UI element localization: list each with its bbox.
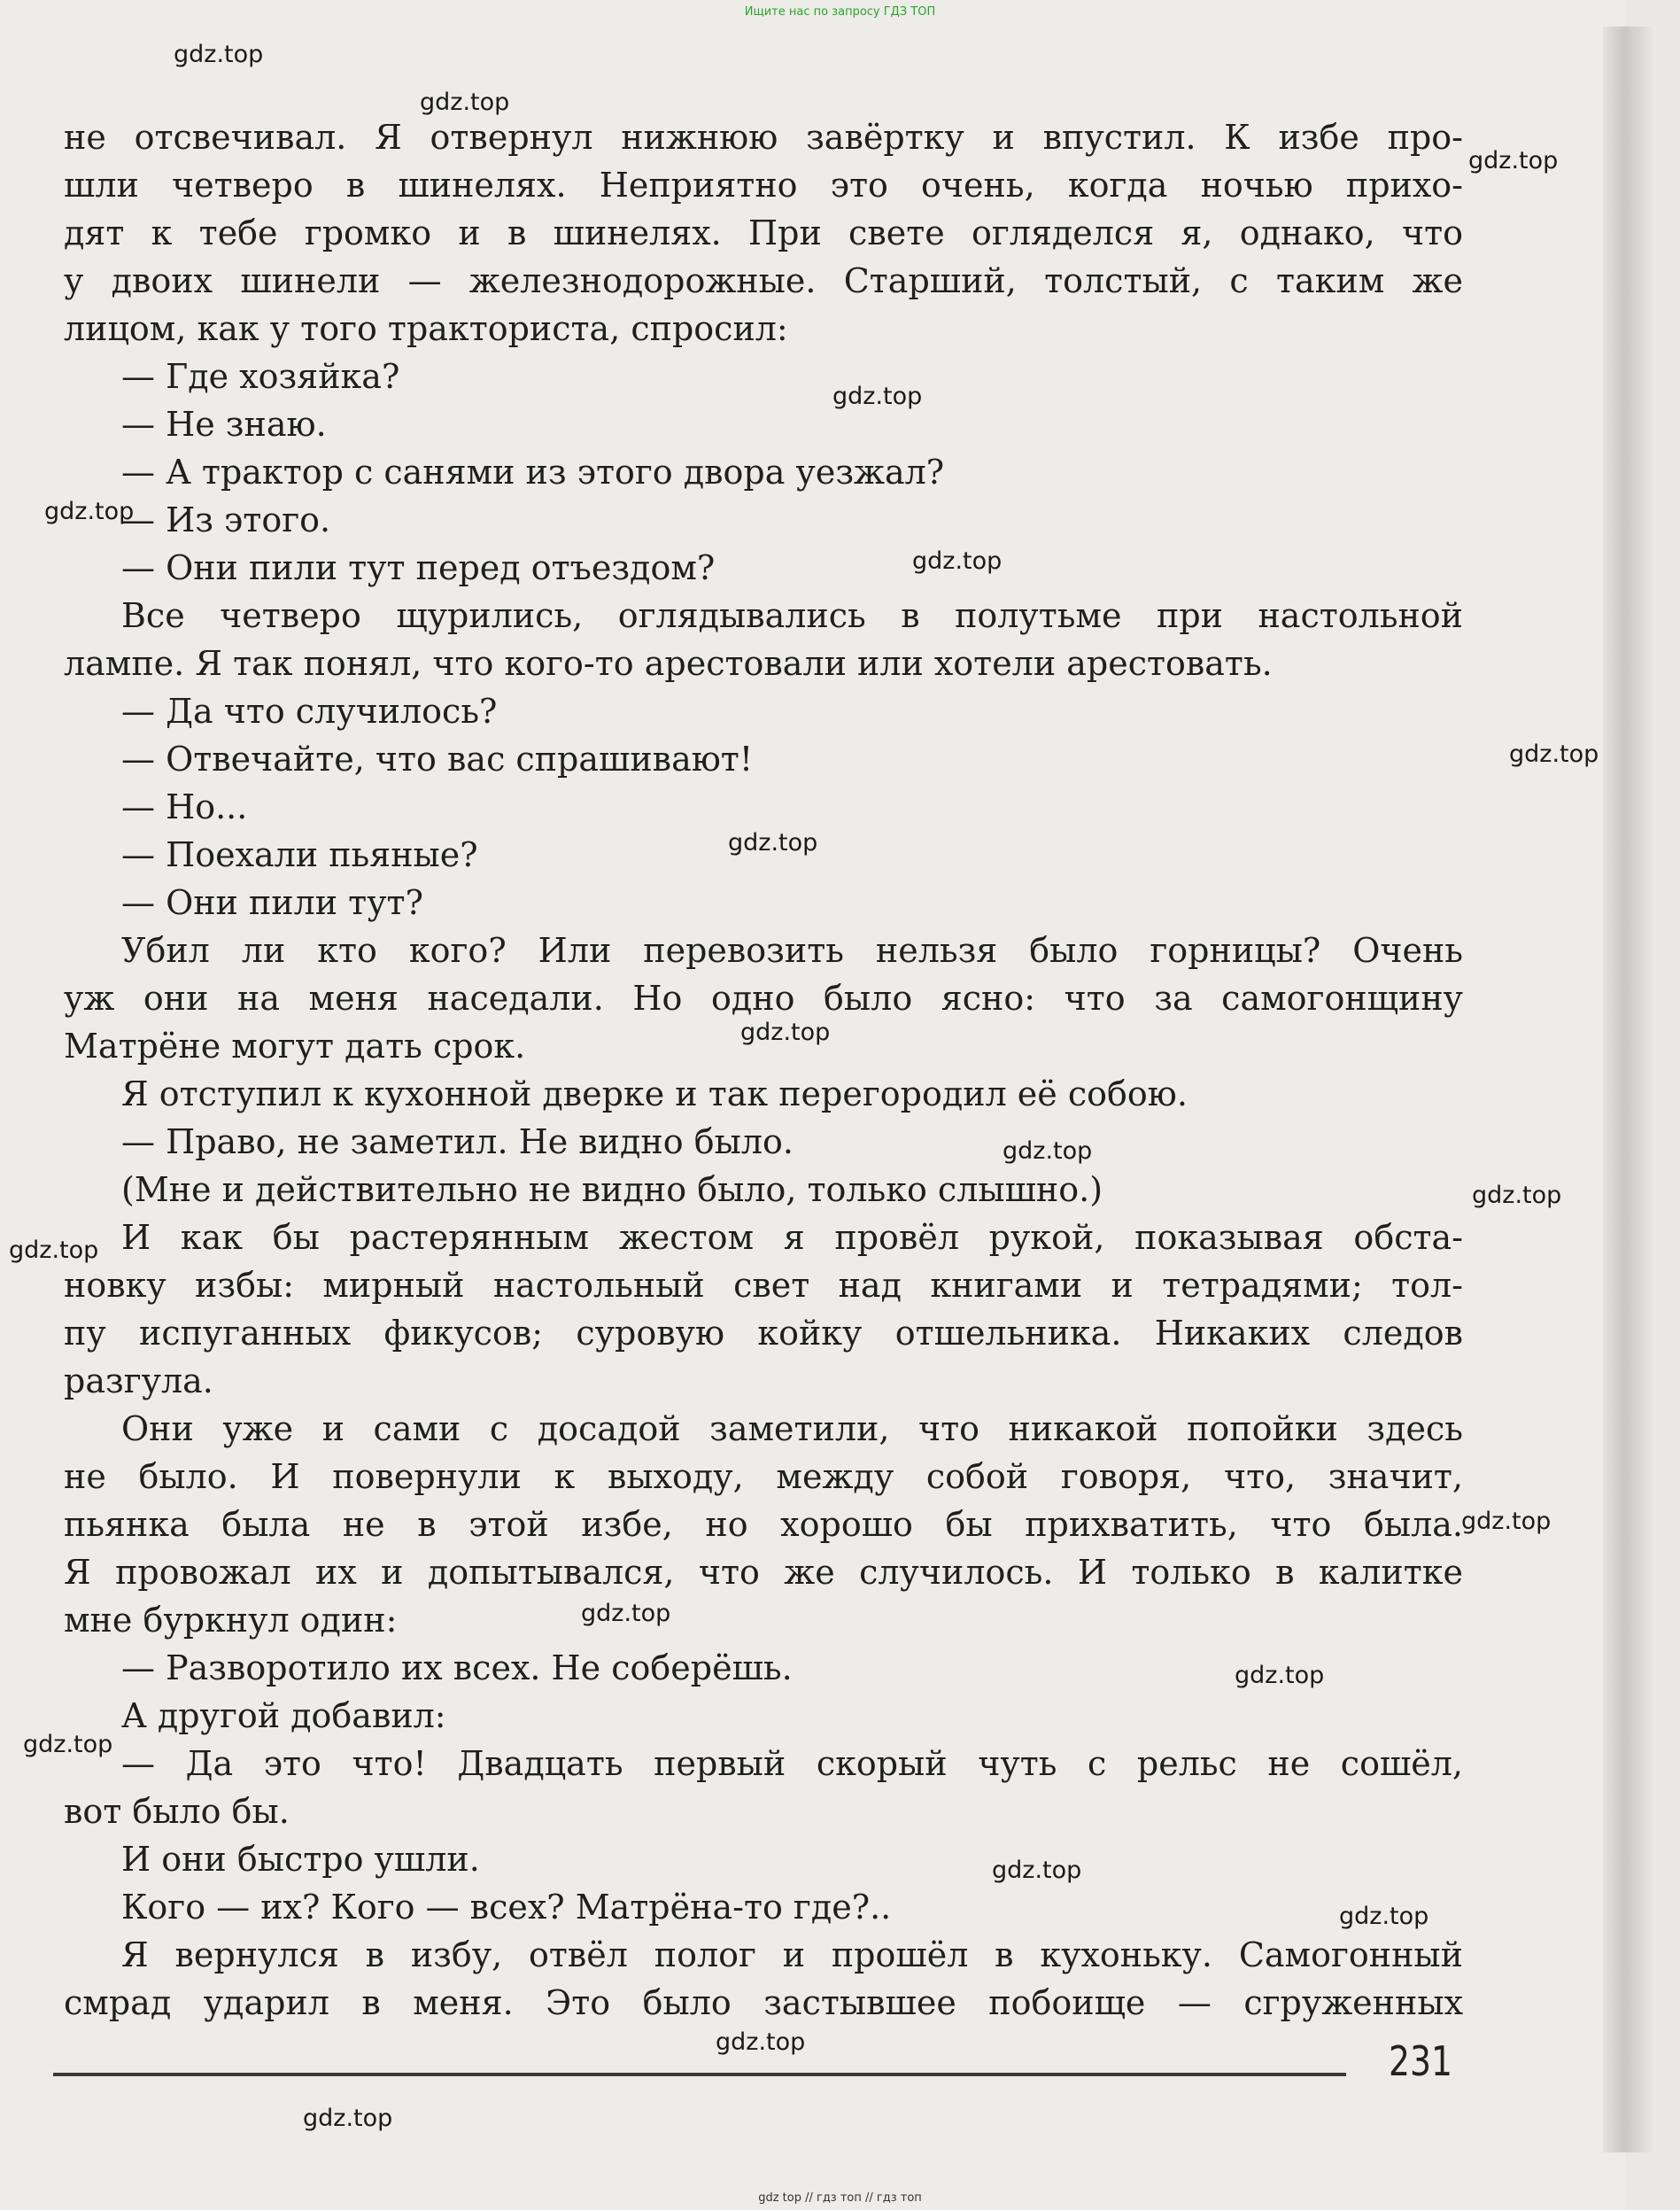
watermark: gdz.top bbox=[420, 89, 510, 116]
footer-rule bbox=[53, 2073, 1346, 2076]
watermark: gdz.top bbox=[992, 1857, 1082, 1884]
text-line: вот было бы. bbox=[64, 1792, 290, 1831]
watermark: gdz.top bbox=[174, 41, 264, 68]
watermark: gdz.top bbox=[1509, 741, 1599, 768]
text-line: — Не знаю. bbox=[121, 405, 327, 444]
text-line: шли четверо в шинелях. Неприятно это очень, когда ночью прихо- bbox=[64, 166, 1463, 205]
text-line: Я отступил к кухонной дверке и так перегородил её собою. bbox=[121, 1074, 1188, 1113]
text-line: — Разворотило их всех. Не соберёшь. bbox=[121, 1648, 793, 1687]
watermark: gdz.top bbox=[912, 547, 1003, 575]
text-line: не отсвечивал. Я отвернул нижнюю завёртку и впустил. К избе про- bbox=[64, 118, 1463, 157]
text-line: — Отвечайте, что вас спрашивают! bbox=[121, 740, 754, 779]
watermark: gdz.top bbox=[9, 1237, 99, 1264]
text-line: Я провожал их и допытывался, что же случилось. И только в калитке bbox=[64, 1553, 1463, 1592]
page-number: 231 bbox=[1389, 2037, 1453, 2085]
text-line: лицом, как у того тракториста, спросил: bbox=[64, 309, 788, 348]
watermark: gdz.top bbox=[1468, 147, 1559, 174]
text-line: — Из этого. bbox=[121, 500, 331, 539]
text-line: лампе. Я так понял, что кого-то арестовали или хотели арестовать. bbox=[64, 644, 1273, 683]
watermark: gdz.top bbox=[303, 2105, 393, 2132]
watermark: gdz.top bbox=[23, 1731, 113, 1758]
text-line: Кого — их? Кого — всех? Матрёна-то где?.. bbox=[121, 1888, 892, 1927]
text-line: — Да это что! Двадцать первый скорый чуть с рельс не сошёл, bbox=[121, 1744, 1463, 1783]
text-line: А другой добавил: bbox=[121, 1696, 446, 1735]
text-line: Матрёне могут дать срок. bbox=[64, 1027, 526, 1066]
watermark: gdz.top bbox=[832, 383, 923, 410]
text-line: пу испуганных фикусов; суровую койку отшельника. Никаких следов bbox=[64, 1314, 1463, 1353]
bottom-banner: gdz top // гдз топ // гдз топ bbox=[758, 2191, 922, 2205]
watermark: gdz.top bbox=[1235, 1662, 1325, 1689]
text-line: — Право, не заметил. Не видно было. bbox=[121, 1122, 794, 1161]
text-line: И как бы растерянным жестом я провёл рукой, показывая обста- bbox=[121, 1218, 1463, 1257]
text-line: Все четверо щурились, оглядывались в полутьме при настольной bbox=[121, 596, 1463, 635]
text-line: — Да что случилось? bbox=[121, 692, 498, 731]
text-line: уж они на меня наседали. Но одно было ясно: что за самогонщину bbox=[64, 979, 1463, 1018]
watermark: gdz.top bbox=[44, 498, 135, 525]
text-line: Они уже и сами с досадой заметили, что никакой попойки здесь bbox=[121, 1409, 1463, 1448]
watermark: gdz.top bbox=[1461, 1508, 1552, 1535]
text-line: у двоих шинели — железнодорожные. Старший, толстый, с таким же bbox=[64, 261, 1463, 300]
watermark: gdz.top bbox=[1339, 1903, 1429, 1930]
text-line: Я вернулся в избу, отвёл полог и прошёл в кухоньку. Самогонный bbox=[121, 1935, 1463, 1974]
watermark: gdz.top bbox=[1472, 1182, 1562, 1209]
top-banner-link[interactable]: Ищите нас по запросу ГДЗ ТОП bbox=[744, 5, 936, 19]
text-line: мне буркнул один: bbox=[64, 1601, 398, 1640]
page-gutter-shadow bbox=[1603, 27, 1656, 2152]
watermark: gdz.top bbox=[716, 2028, 806, 2056]
text-line: разгула. bbox=[64, 1361, 213, 1400]
watermark: gdz.top bbox=[1003, 1137, 1093, 1165]
text-line: (Мне и действительно не видно было, только слышно.) bbox=[121, 1170, 1103, 1209]
text-line: пьянка была не в этой избе, но хорошо бы прихватить, что была. bbox=[64, 1505, 1463, 1544]
text-line: смрад ударил в меня. Это было застывшее побоище — сгруженных bbox=[64, 1983, 1463, 2022]
text-line: новку избы: мирный настольный свет над книгами и тетрадями; тол- bbox=[64, 1266, 1463, 1305]
text-line: — Поехали пьяные? bbox=[121, 835, 478, 874]
page-body-text bbox=[64, 113, 1463, 2027]
watermark: gdz.top bbox=[740, 1019, 831, 1046]
text-line: И они быстро ушли. bbox=[121, 1840, 480, 1879]
text-line: — Но... bbox=[121, 787, 248, 826]
text-line: не было. И повернули к выходу, между собой говоря, что, значит, bbox=[64, 1457, 1463, 1496]
text-line: — Они пили тут перед отъездом? bbox=[121, 548, 716, 587]
watermark: gdz.top bbox=[581, 1600, 671, 1627]
text-line: — Где хозяйка? bbox=[121, 357, 400, 396]
text-line: — Они пили тут? bbox=[121, 883, 423, 922]
watermark: gdz.top bbox=[728, 829, 818, 857]
text-line: дят к тебе громко и в шинелях. При свете огляделся я, однако, что bbox=[64, 213, 1463, 252]
text-line: Убил ли кто кого? Или перевозить нельзя было горницы? Очень bbox=[121, 931, 1463, 970]
text-line: — А трактор с санями из этого двора уезжал? bbox=[121, 453, 945, 492]
